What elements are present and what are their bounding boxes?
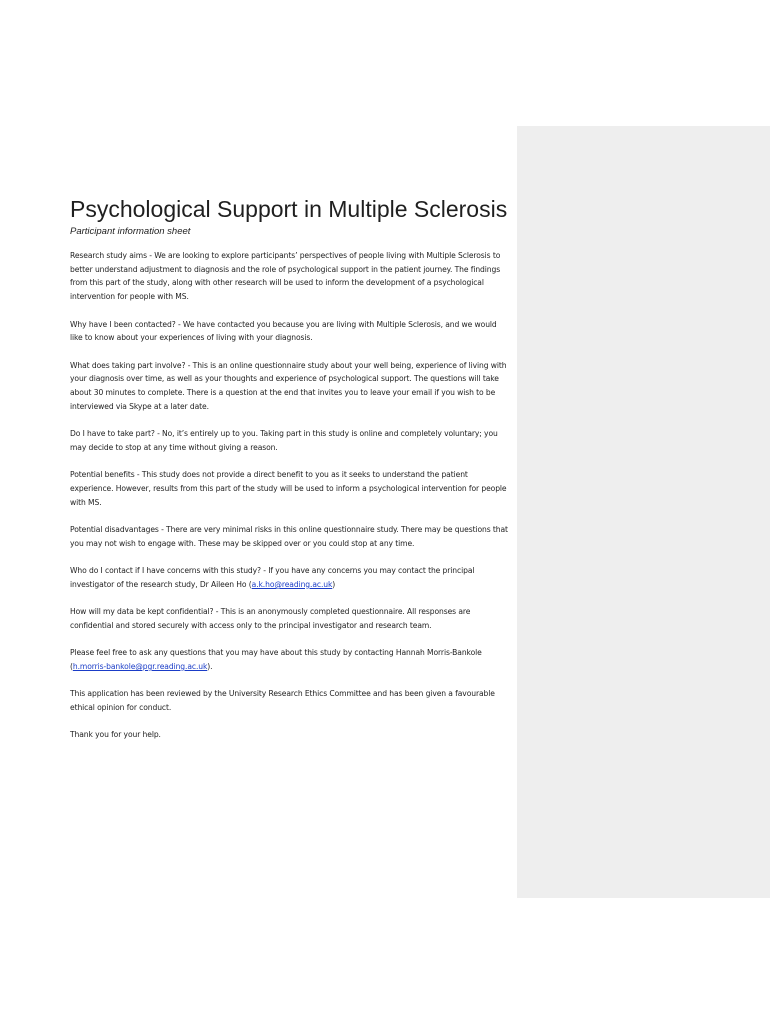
document-body xyxy=(70,195,510,756)
email-link-aileen-ho[interactable]: a.k.ho@reading.ac.uk xyxy=(251,579,333,589)
comment-margin-pane xyxy=(517,126,770,898)
paragraph-take-part xyxy=(70,427,510,454)
paragraph-text: Thank you for your help. xyxy=(70,730,161,740)
paragraph-text: Research study aims - We are looking to explore participants’ perspectives of people living with Multiple Sclerosis to better understand adjustment to diagnosis and the role of psychological support in the patient journey. The findings from this part of the study, along with other research will be used to inform the development of a psychological intervention for people with MS. xyxy=(70,251,501,302)
paragraph-ethics xyxy=(70,687,510,714)
paragraph-thank-you xyxy=(70,728,510,742)
paragraph-list xyxy=(70,249,510,742)
paragraph-text: Do I have to take part? - No, it’s entirely up to you. Taking part in this study is online and completely voluntary; you may decide to stop at any time without giving a reason. xyxy=(70,429,498,452)
paragraph-text: Who do I contact if I have concerns with this study? - If you have any concerns you may contact the principal investigator of the research study, Dr Aileen Ho ( xyxy=(70,566,475,589)
email-link-hannah-morris-bankole[interactable]: h.morris-bankole@pgr.reading.ac.uk xyxy=(72,661,208,671)
paragraph-disadvantages xyxy=(70,523,510,550)
paragraph-text: Potential disadvantages - There are very minimal risks in this online questionnaire study. There may be questions that you may not wish to engage with. These may be skipped over or you could stop at any time. xyxy=(70,524,508,548)
document-subtitle: Participant information sheet xyxy=(70,226,191,237)
document-title: Psychological Support in Multiple Sclerosis xyxy=(70,196,508,222)
paragraph-text: Please feel free to ask any questions that you may have about this study by contacting Hannah Morris-Bankole ( xyxy=(70,648,482,671)
paragraph-study-aims xyxy=(70,249,510,304)
paragraph-why-contacted xyxy=(70,318,510,345)
paragraph-text: Potential benefits - This study does not provide a direct benefit to you as it seeks to understand the patient experience. However, results from this part of the study will be used to inform a psychological intervention for people with MS. xyxy=(70,470,507,507)
paragraph-text-after: ) xyxy=(332,579,336,589)
paragraph-benefits xyxy=(70,468,510,509)
paragraph-text-after: ). xyxy=(207,661,213,671)
paragraph-questions xyxy=(70,646,510,673)
paragraph-text: This application has been reviewed by the University Research Ethics Committee and has been given a favourable ethical opinion for conduct. xyxy=(70,689,495,713)
paragraph-contact-concerns xyxy=(70,564,510,591)
paragraph-text: How will my data be kept confidential? - This is an anonymously completed questionnaire. All responses are confidential and stored securely with access only to the principal investigator and research team. xyxy=(70,607,471,630)
paragraph-text: What does taking part involve? - This is an online questionnaire study about your well being, experience of living with your diagnosis over time, as well as your thoughts and experience of psychological support. The questions will take about 30 minutes to complete. There is a question at the end that invites you to leave your email if you wish to be interviewed via Skype at a later date. xyxy=(70,360,507,411)
paragraph-text: Why have I been contacted? - We have contacted you because you are living with Multiple Sclerosis, and we would like to know about your experiences of living with your diagnosis. xyxy=(70,319,497,343)
paragraph-confidential xyxy=(70,605,510,632)
paragraph-what-involved xyxy=(70,359,510,414)
